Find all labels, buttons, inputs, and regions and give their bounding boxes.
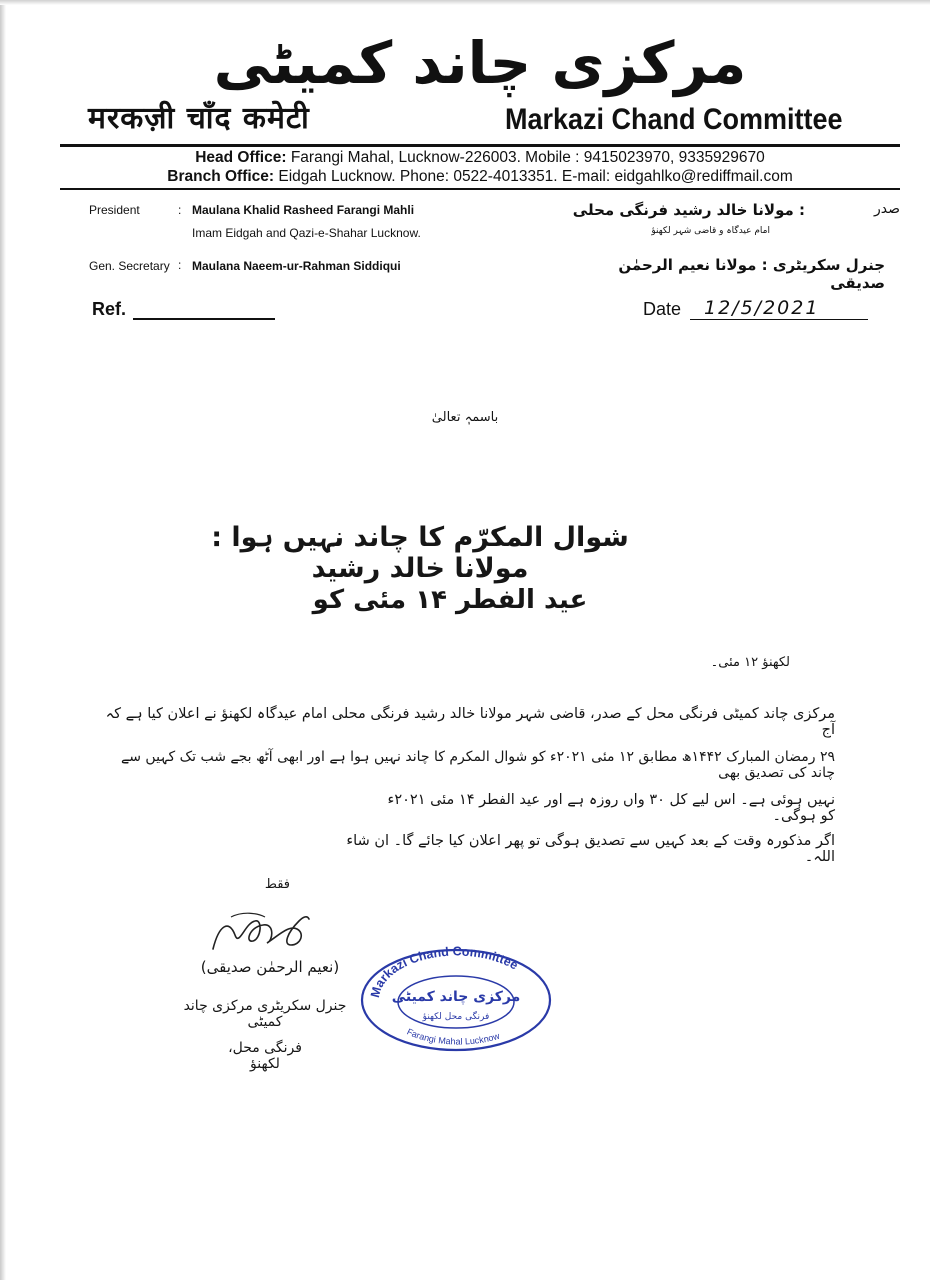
stamp-inner-urdu: مرکزی چاند کمیٹی: [391, 989, 521, 1005]
signatory-place: فرنگی محل، لکھنؤ: [228, 1040, 302, 1072]
head-office-text: Farangi Mahal, Lucknow-226003. Mobile : 9415023970, 9335929670: [286, 149, 765, 166]
scan-top-shadow: [0, 0, 930, 5]
ref-label: Ref.: [92, 299, 127, 319]
hindi-title: मरकज़ी चाँद कमेटी: [88, 101, 310, 136]
header-rule-top: [60, 144, 900, 147]
urdu-president-label: صدر: [874, 201, 900, 217]
stamp-outer-bottom-text: Farangi Mahal Lucknow: [405, 1026, 501, 1047]
urdu-president-title: امام عیدگاہ و قاضی شہر لکھنؤ: [651, 226, 770, 236]
urdu-secretary: جنرل سکریٹری : مولانا نعیم الرحمٰن صدیقی: [618, 256, 885, 292]
faqat: فقط: [264, 877, 290, 892]
urdu-title: مرکزی چاند کمیٹی: [213, 29, 747, 97]
president-label: President: [89, 203, 140, 217]
bismillah: باسمہٖ تعالیٰ: [431, 410, 499, 425]
english-title: Markazi Chand Committee: [505, 103, 843, 136]
date-underline: [690, 319, 868, 320]
date-value: 12/5/2021: [704, 297, 820, 319]
signatory-name: (نعیم الرحمٰن صدیقی): [200, 958, 340, 976]
headline-1: شوال المکرّم کا چاند نہیں ہوا : مولانا خالد رشید: [211, 522, 629, 584]
president-colon: :: [178, 203, 182, 217]
branch-office-text: Eidgah Lucknow. Phone: 0522-4013351. E-mail: eidgahlko@rediffmail.com: [274, 168, 793, 185]
secretary-colon: :: [178, 258, 182, 272]
headline-2: عید الفطر ۱۴ مئی کو: [312, 585, 588, 615]
ref-underline: [133, 318, 275, 320]
scan-edge-shadow: [0, 0, 6, 1280]
stamp-inner-urdu-sub: فرنگی محل لکھنؤ: [422, 1012, 490, 1022]
secretary-label: Gen. Secretary: [89, 259, 170, 273]
urdu-president-name: : مولانا خالد رشید فرنگی محلی: [572, 201, 805, 219]
head-office-label: Head Office:: [195, 149, 287, 166]
paragraph-2: اگر مذکورہ وقت کے بعد کہیں سے تصدیق ہوگی تو پھر اعلان کیا جائے گا۔ ان شاء اللہ۔: [346, 833, 835, 865]
secretary-name: Maulana Naeem-ur-Rahman Siddiqui: [192, 259, 401, 273]
signatory-designation: جنرل سکریٹری مرکزی چاند کمیٹی: [183, 998, 347, 1030]
branch-office-label: Branch Office:: [167, 168, 275, 185]
paragraph-1-line-3: نہیں ہوئی ہے۔ اس لیے کل ۳۰ واں روزہ ہے اور عید الفطر ۱۴ مئی ۲۰۲۱ء کو ہوگی۔: [387, 792, 835, 824]
committee-stamp: [358, 946, 554, 1054]
paragraph-1-line-1: مرکزی چاند کمیٹی فرنگی محل کے صدر، قاضی شہر مولانا خالد رشید فرنگی محلی امام عیدگاہ لکھنؤ نے اعلان کیا ہے کہ آج: [105, 706, 835, 738]
head-office-line: [60, 148, 900, 167]
president-name: Maulana Khalid Rasheed Farangi Mahli: [192, 203, 415, 217]
stamp-outer-top-text: Markazi Chand Committee: [368, 946, 521, 1000]
date-label: Date: [643, 299, 682, 319]
branch-office-line: [60, 167, 900, 186]
handwritten-signature: [205, 905, 315, 965]
header-rule-bottom: [60, 188, 900, 190]
dateline: لکھنؤ ۱۲ مئی۔: [710, 655, 790, 670]
president-title: Imam Eidgah and Qazi-e-Shahar Lucknow.: [192, 226, 421, 240]
paragraph-1-line-2: ۲۹ رمضان المبارک ۱۴۴۲ھ مطابق ۱۲ مئی ۲۰۲۱ء کو شوال المکرم کا چاند نہیں ہوا ہے اور ابھی آٹھ بجے شب تک کہیں سے چاند کی تصدیق بھی: [121, 749, 835, 781]
